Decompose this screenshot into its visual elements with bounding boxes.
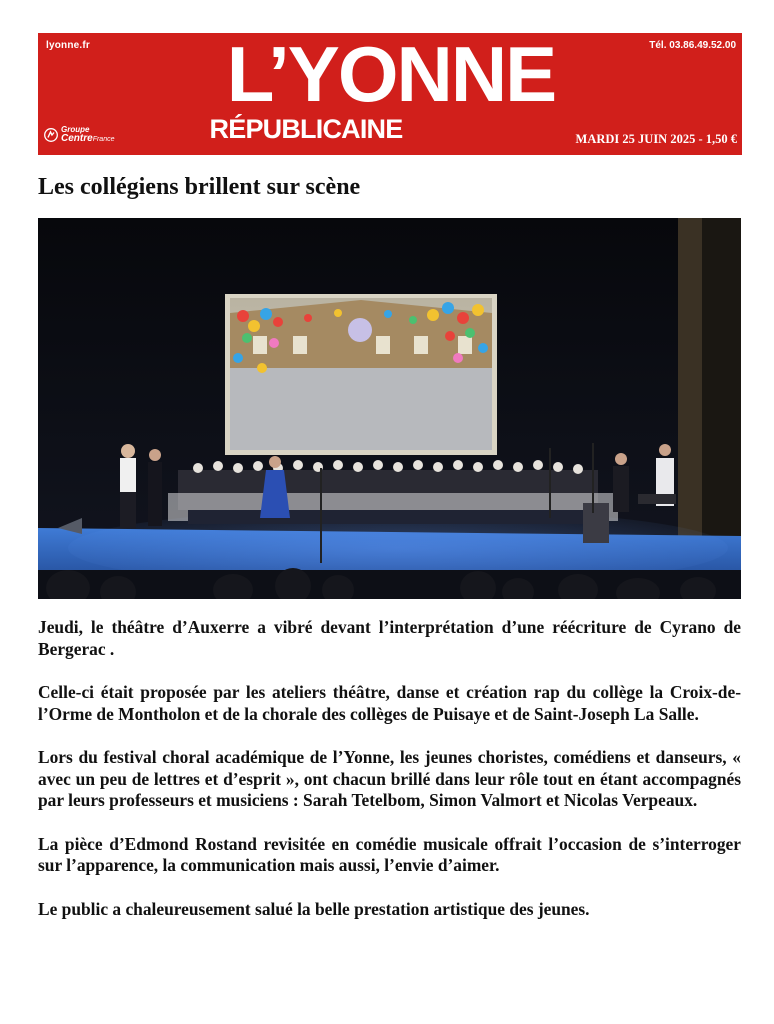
article-paragraph-1: Jeudi, le théâtre d’Auxerre a vibré devant l’interprétation d’une réécriture de Cyrano de Bergerac . — [38, 617, 741, 659]
group-name — [61, 125, 114, 144]
article-body — [38, 617, 741, 942]
masthead-website: lyonne.fr — [46, 40, 91, 51]
group-brand-main: Centre — [61, 133, 93, 144]
newspaper-subtitle: RÉPUBLICAINE — [209, 114, 403, 144]
article-paragraph-5: Le public a chaleureusement salué la belle prestation artistique des jeunes. — [38, 898, 590, 919]
group-brand — [61, 134, 114, 144]
group-logo-icon — [44, 128, 58, 142]
group-brand-suffix: France — [92, 136, 115, 143]
article-paragraph-3: Lors du festival choral académique de l’Yonne, les jeunes choristes, comédiens et danseurs, « avec un peu de lettres et d’esprit », ont chacun brillé dans leur rôle tout en étant accompagnés par leurs professeurs et musiciens : Sarah Tetelbom, Simon Valmort et Nicolas Verpeaux. — [38, 747, 741, 810]
issue-date-price: MARDI 25 JUIN 2025 - 1,50 € — [575, 132, 737, 146]
newspaper-title: L’YONNE — [226, 33, 556, 118]
stage-photo-illustration — [38, 218, 741, 599]
masthead-phone: Tél. 03.86.49.52.00 — [649, 40, 736, 51]
group-label: Groupe — [61, 125, 90, 134]
newspaper-masthead — [38, 33, 742, 155]
article-paragraph-4: La pièce d’Edmond Rostand revisitée en comédie musicale offrait l’occasion de s’interroger sur l’apparence, la communication mais aussi, l’envie d’aimer. — [38, 833, 741, 875]
article-photo — [38, 218, 741, 599]
article-headline: Les collégiens brillent sur scène — [38, 174, 361, 200]
article-paragraph-2: Celle-ci était proposée par les ateliers théâtre, danse et création rap du collège la Croix-de-l’Orme de Montholon et de la chorale des collèges de Puisaye et de Saint-Joseph La Salle. — [38, 682, 741, 724]
group-centre-france-logo — [44, 125, 114, 144]
